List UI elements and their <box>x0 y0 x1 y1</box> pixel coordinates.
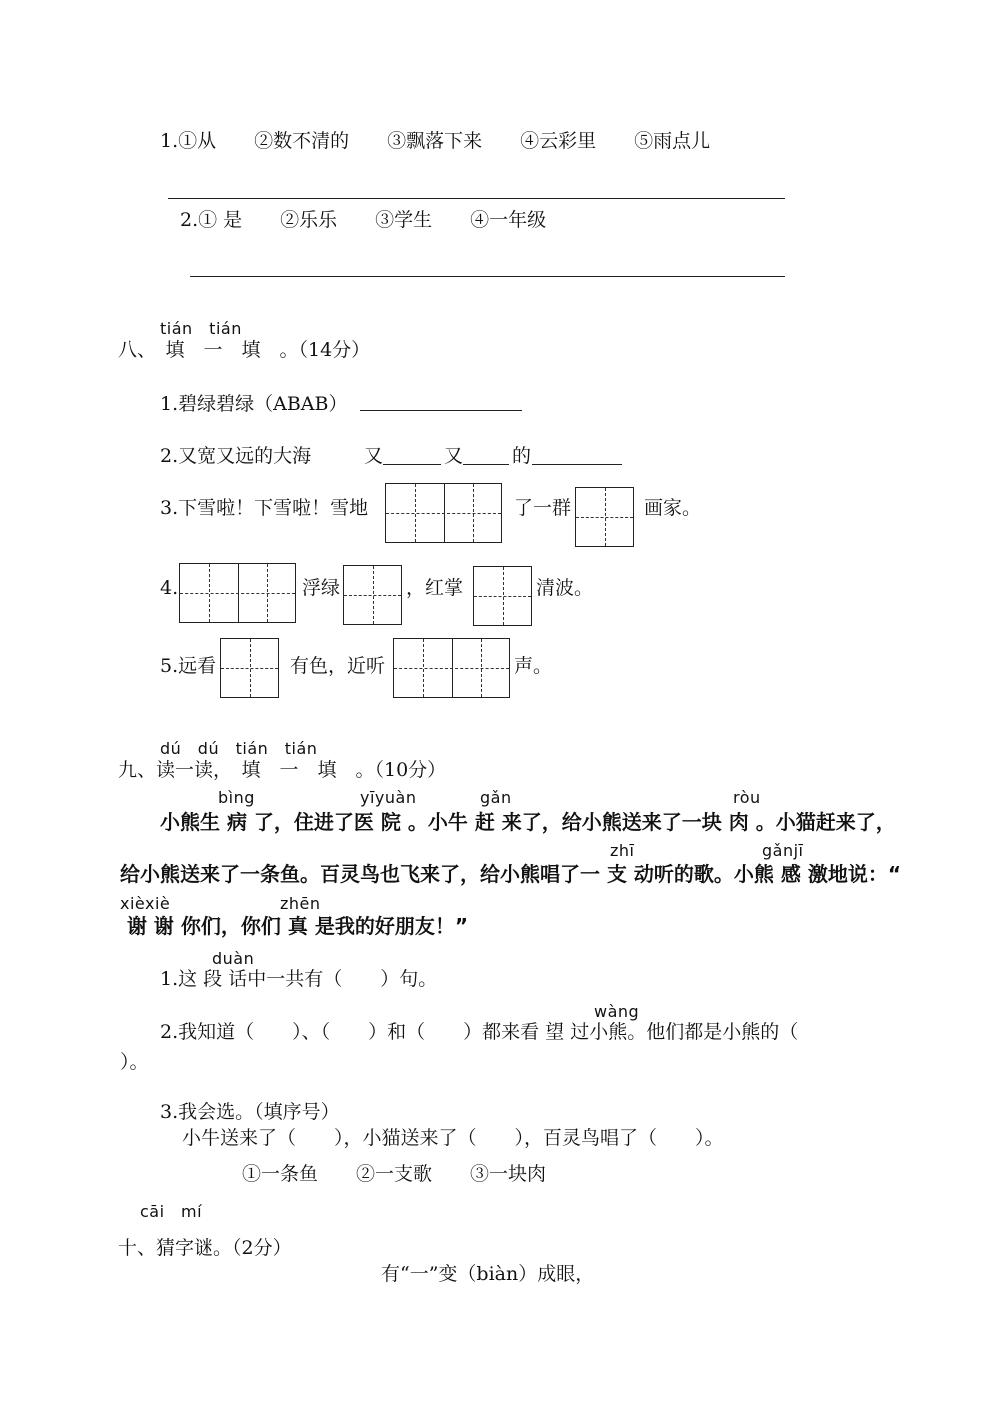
riddle-line-1: 有“一”变（biàn）成眼， <box>381 1263 595 1285</box>
question-8-1: 1.碧绿碧绿（ABAB） <box>160 393 348 415</box>
question-8-2-phrase: 2.又宽又远的大海 <box>160 445 312 467</box>
pinyin-wang: wàng <box>594 1002 640 1021</box>
tian-grid-8-3-b[interactable] <box>575 487 634 547</box>
pinyin-zhen: zhēn <box>280 894 321 913</box>
pinyin-gan: gǎn <box>480 788 512 807</box>
question-9-1: 1.这 段 话中一共有（ ）句。 <box>160 968 438 990</box>
question-8-5-text-b: 有色，近听 <box>290 655 386 677</box>
tian-grid-8-4-c[interactable] <box>473 566 532 626</box>
pinyin-bing: bìng <box>218 788 255 807</box>
pinyin-zhi: zhī <box>610 841 635 860</box>
tian-grid-8-3-a[interactable] <box>385 483 502 543</box>
question-8-4-text-a: 浮绿 <box>302 577 341 599</box>
question-9-3-title: 3.我会选。（填序号） <box>160 1101 340 1123</box>
tian-grid-8-4-b[interactable] <box>343 565 402 625</box>
question-8-4-text-b: ，红掌 <box>406 577 464 599</box>
question-8-2-you-2: 又 <box>444 445 464 467</box>
section-9-heading: 九、读一读， 填 一 填 。（10分） <box>118 759 447 781</box>
answer-line-7-2[interactable] <box>190 276 785 277</box>
tian-grid-8-4-a[interactable] <box>179 563 296 623</box>
answer-blank-8-2-c[interactable] <box>532 464 622 465</box>
pinyin-duan: duàn <box>212 949 255 968</box>
pinyin-rou: ròu <box>733 788 761 807</box>
question-8-2-de: 的 <box>512 445 532 467</box>
section-10-heading: 十、猜字谜。（2分） <box>118 1237 292 1259</box>
answer-line-8-1[interactable] <box>360 410 522 411</box>
pinyin-ganji: gǎnjī <box>762 841 804 860</box>
passage-line-2: 给小熊送来了一条鱼。百灵鸟也飞来了，给小熊唱了一 支 动听的歌。小熊 感 激地说：“ <box>120 862 901 886</box>
section-10-pinyin: cāi mí <box>140 1202 203 1221</box>
tian-grid-8-5-b[interactable] <box>393 638 510 698</box>
question-8-3-text-c: 画家。 <box>644 497 702 519</box>
question-8-5-text-a: 5.远看 <box>160 655 217 677</box>
section-8-heading: 八、 填 一 填 。（14分） <box>118 339 371 361</box>
passage-line-1: 小熊生 病 了，住进了医 院 。小牛 赶 来了，给小熊送来了一块 肉 。小猫赶来了， <box>160 810 896 834</box>
question-9-2-line-2: ）。 <box>120 1051 149 1073</box>
answer-line-7-1[interactable] <box>168 198 785 199</box>
question-8-3-text-b: 了一群 <box>514 497 572 519</box>
question-8-3-text-a: 3.下雪啦！下雪啦！雪地 <box>160 497 369 519</box>
answer-blank-8-2-b[interactable] <box>463 464 509 465</box>
pinyin-xiexie: xièxiè <box>120 894 171 913</box>
question-8-4-number: 4. <box>160 577 179 599</box>
passage-line-3: 谢 谢 你们，你们 真 是我的好朋友！” <box>120 914 468 938</box>
tian-grid-8-5-a[interactable] <box>220 638 279 698</box>
question-9-3-sentence: 小牛送来了（ ），小猫送来了（ ），百灵鸟唱了（ ）。 <box>182 1127 724 1149</box>
answer-blank-8-2-a[interactable] <box>383 464 441 465</box>
question-8-4-text-c: 清波。 <box>536 577 594 599</box>
question-9-2-line-1: 2.我知道（ ）、（ ）和（ ）都来看 望 过小熊。他们都是小熊的（ <box>160 1021 799 1043</box>
section-9-pinyin: dú dú tián tián <box>160 739 318 758</box>
question-7-1-words: 1.①从 ②数不清的 ③飘落下来 ④云彩里 ⑤雨点儿 <box>160 130 711 152</box>
question-8-2-you-1: 又 <box>364 445 384 467</box>
section-8-pinyin: tián tián <box>160 319 242 338</box>
question-8-5-text-c: 声。 <box>514 655 553 677</box>
question-9-3-options: ①一条鱼 ②一支歌 ③一块肉 <box>242 1163 547 1185</box>
question-7-2-words: 2.① 是 ②乐乐 ③学生 ④一年级 <box>180 209 547 231</box>
pinyin-yiyuan: yīyuàn <box>360 788 417 807</box>
